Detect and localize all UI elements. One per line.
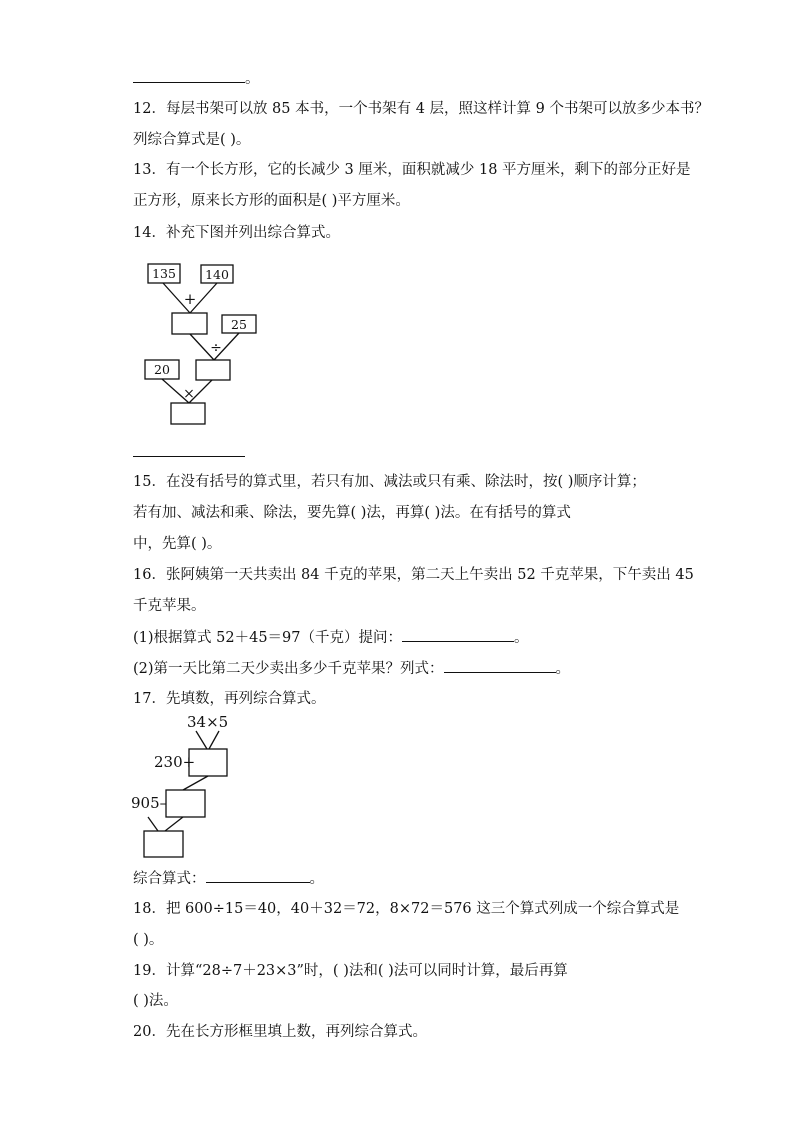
box-product [171, 403, 205, 424]
expr-34x5: 34×5 [187, 713, 229, 731]
box-result [144, 831, 183, 857]
box-sum [172, 313, 207, 334]
q19-text-cont: ( )法。 [133, 993, 178, 1009]
q17-answer-label: 综合算式： [133, 871, 206, 887]
q18-answer: ( )。 [133, 932, 164, 948]
q17-text: 17．先填数，再列综合算式。 [133, 691, 326, 707]
q14-text: 14．补充下图并列出综合算式。 [133, 225, 340, 241]
period: 。 [245, 71, 260, 87]
plus-sign: + [183, 290, 197, 308]
q19-text: 19．计算“28÷7＋23×3”时，( )法和( )法可以同时计算，最后再算 [133, 963, 568, 979]
num-20: 20 [154, 362, 170, 377]
q15-text-cont: 若有加、减法和乘、除法，要先算( )法，再算( )法。在有括号的算式 [133, 505, 571, 521]
q16-text-cont: 千克苹果。 [133, 598, 206, 614]
q16-part2 [133, 658, 570, 679]
q16-part1 [133, 627, 529, 648]
q16-part1-prompt: (1)根据算式 52＋45＝97（千克）提问： [133, 630, 402, 646]
box-quotient [196, 360, 230, 380]
q12-formula-prompt: 列综合算式是( )。 [133, 132, 251, 148]
period: 。 [309, 871, 324, 887]
answer-blank [133, 68, 245, 83]
label-905-minus: 905– [131, 794, 168, 812]
q14-answer-line [133, 442, 245, 463]
num-135: 135 [152, 266, 176, 281]
box-20 [145, 360, 179, 379]
divide-sign: ÷ [210, 340, 222, 356]
box-135 [148, 264, 180, 283]
num-25: 25 [231, 317, 247, 332]
q16-part2-prompt: (2)第一天比第二天少卖出多少千克苹果？列式： [133, 661, 444, 677]
box-second [166, 790, 205, 817]
q15-text-end: 中，先算( )。 [133, 536, 222, 552]
answer-blank [402, 627, 514, 642]
box-first [189, 749, 227, 776]
box-25 [222, 315, 256, 333]
q15-text: 15．在没有括号的算式里，若只有加、减法或只有乘、除法时，按( )顺序计算； [133, 474, 646, 490]
num-140: 140 [205, 267, 229, 282]
q11-answer-line [133, 68, 260, 89]
period: 。 [514, 630, 529, 646]
q12-text: 12．每层书架可以放 85 本书，一个书架有 4 层，照这样计算 9 个书架可以放多少本书？ [133, 101, 710, 117]
answer-blank [133, 442, 245, 457]
label-230-plus: 230+ [154, 753, 196, 771]
answer-blank [206, 868, 310, 883]
q13-text: 13．有一个长方形，它的长减少 3 厘米，面积就减少 18 平方厘米，剩下的部分正好是 [133, 162, 691, 178]
q17-answer [133, 868, 324, 889]
box-140 [201, 265, 233, 283]
q13-text-cont: 正方形，原来长方形的面积是( )平方厘米。 [133, 193, 410, 209]
q18-text: 18．把 600÷15＝40，40＋32＝72，8×72＝576 这三个算式列成一个综合算式是 [133, 901, 680, 917]
q20-text: 20．先在长方形框里填上数，再列综合算式。 [133, 1024, 427, 1040]
times-sign: × [183, 386, 195, 402]
answer-blank [444, 658, 556, 673]
period: 。 [555, 661, 571, 677]
q16-text: 16．张阿姨第一天共卖出 84 千克的苹果，第二天上午卖出 52 千克苹果，下午卖出 45 [133, 567, 694, 583]
